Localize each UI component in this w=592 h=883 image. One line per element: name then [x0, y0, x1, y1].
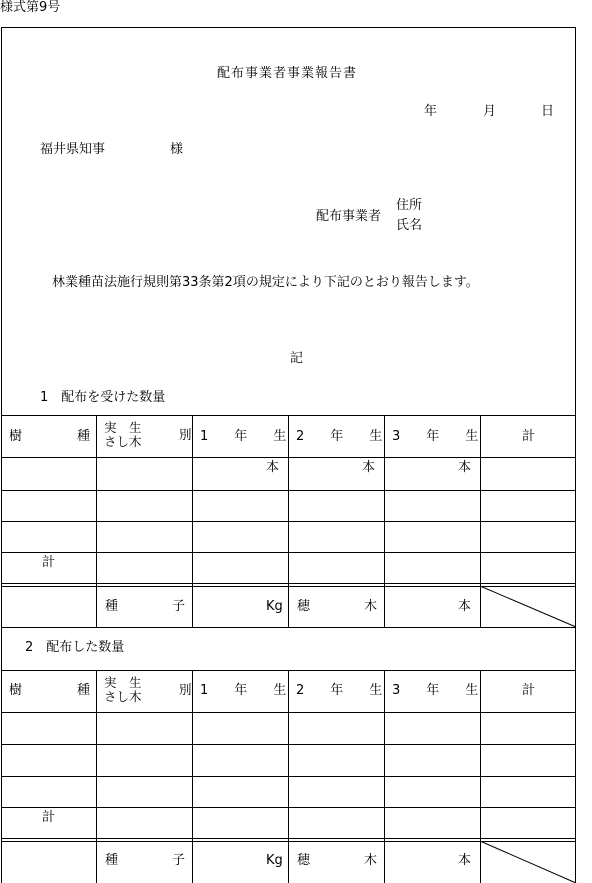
unit-year1: 本	[266, 460, 280, 475]
addressee-honorific: 様	[170, 142, 184, 157]
header-kind-bottom-2: さし木	[104, 689, 142, 704]
header-kind	[104, 420, 192, 449]
report-statement: 林業種苗法施行規則第33条第2項の規定により下記のとおり報告します。	[52, 275, 479, 290]
section-1-heading: 1 配布を受けた数量	[40, 390, 166, 405]
reporter-name-label: 氏名	[396, 218, 423, 233]
date-year: 年	[424, 104, 438, 119]
header-kind-2	[104, 675, 192, 704]
header-year2: 2 年 生	[296, 429, 383, 444]
unit-year2: 本	[362, 460, 376, 475]
cutting-label: 穂 木	[297, 599, 377, 614]
header-species-2: 樹 種	[9, 683, 90, 698]
reporter-address-label: 住所	[396, 198, 423, 213]
seed-label: 種 子	[105, 599, 185, 614]
reporter-label: 配布事業者	[316, 209, 382, 224]
header-kind-top: 実 生	[104, 420, 142, 435]
addressee-name: 福井県知事	[40, 142, 106, 157]
total-row-label-2: 計	[42, 810, 56, 825]
cutting-unit: 本	[458, 599, 472, 614]
seed-unit: Kg	[266, 599, 283, 614]
ki-heading: 記	[290, 351, 304, 366]
cutting-unit-2: 本	[458, 853, 472, 868]
header-species: 樹 種	[9, 429, 90, 444]
date-month: 月	[483, 104, 497, 119]
form-number: 様式第9号	[0, 0, 61, 15]
header-kind-top-2: 実 生	[104, 675, 142, 690]
header-year3: 3 年 生	[392, 429, 479, 444]
total-row-label: 計	[42, 555, 56, 570]
header-total: 計	[522, 429, 536, 444]
header-total-2: 計	[522, 683, 536, 698]
seed-label-2: 種 子	[105, 853, 185, 868]
page-title: 配布事業者事業報告書	[217, 66, 358, 81]
header-kind-suffix-2: 別	[179, 682, 192, 697]
header-year1-2: 1 年 生	[200, 683, 287, 698]
header-year3-2: 3 年 生	[392, 683, 479, 698]
diagonal-cell	[480, 586, 576, 627]
header-year1: 1 年 生	[200, 429, 287, 444]
section-2-heading: 2 配布した数量	[25, 640, 125, 655]
cutting-label-2: 穂 木	[297, 853, 377, 868]
header-year2-2: 2 年 生	[296, 683, 383, 698]
header-kind-bottom: さし木	[104, 434, 142, 449]
seed-unit-2: Kg	[266, 853, 283, 868]
diagonal-cell-2	[480, 841, 576, 883]
unit-year3: 本	[458, 460, 472, 475]
header-kind-suffix: 別	[179, 427, 192, 442]
date-day: 日	[541, 104, 555, 119]
